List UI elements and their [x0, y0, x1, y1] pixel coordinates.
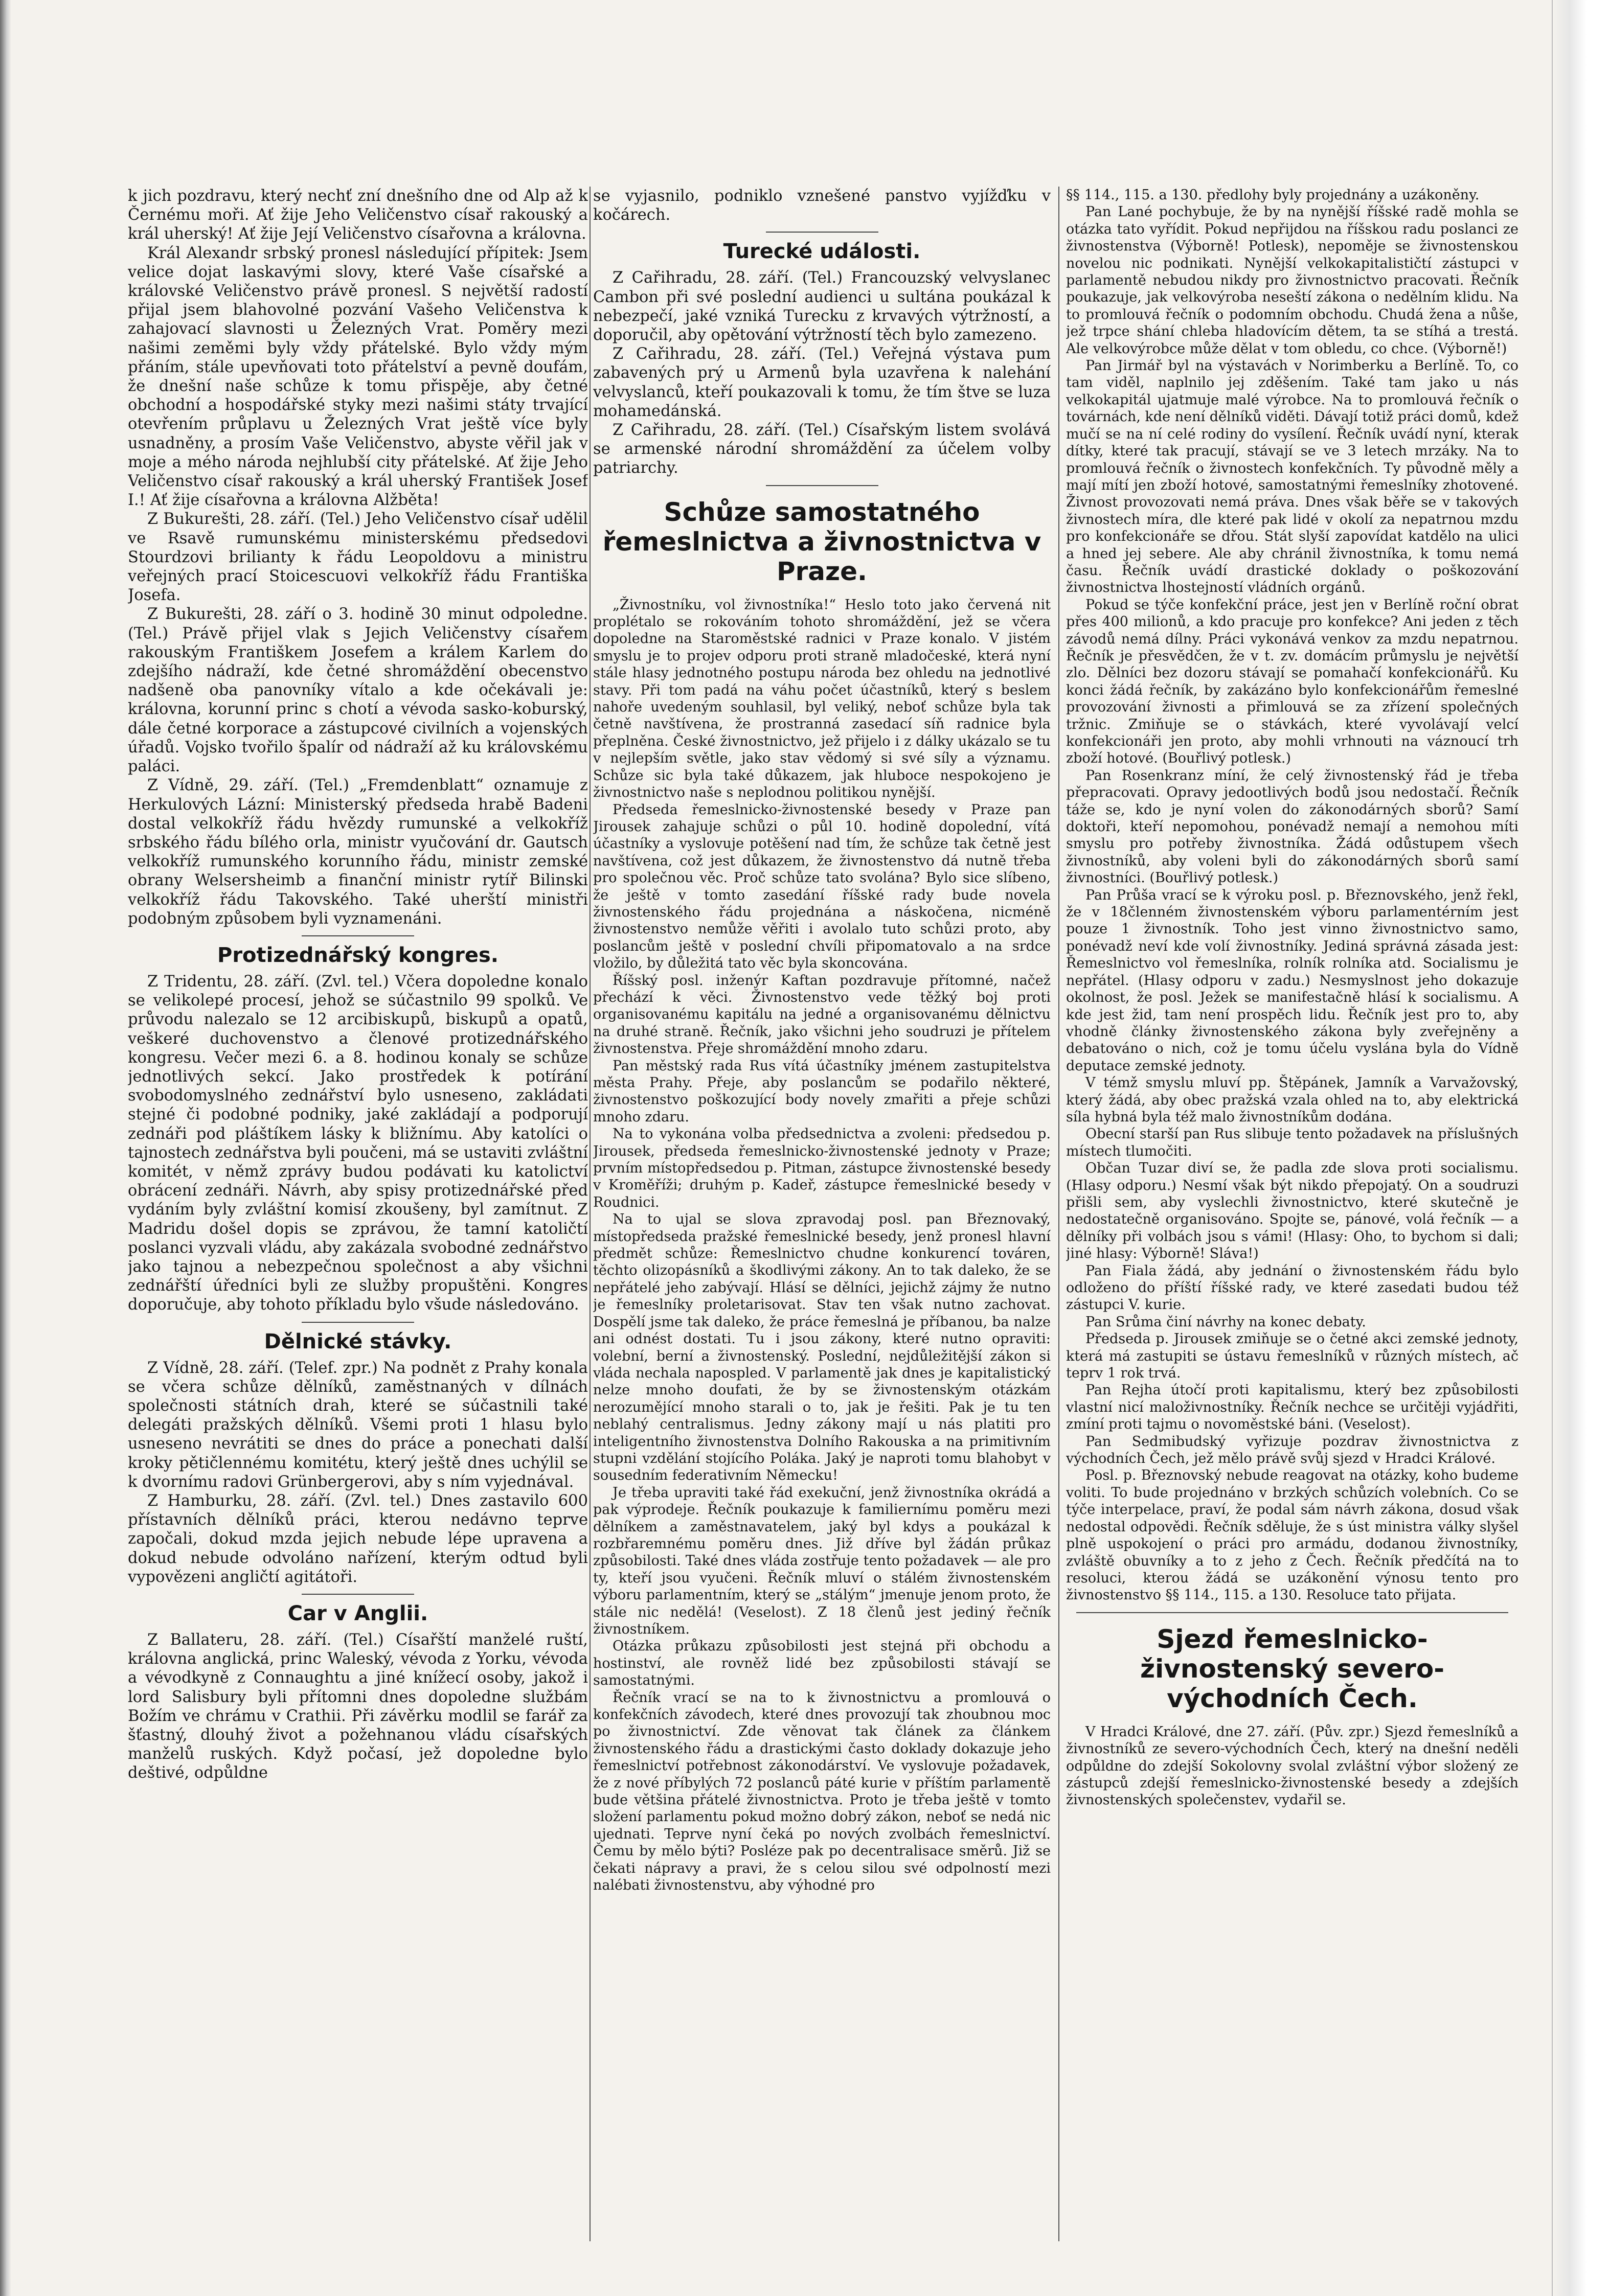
column-3	[1066, 187, 1519, 2241]
separator	[302, 1322, 414, 1323]
section-heading-large: Sjezd řemeslnicko-živnostenský severo-východních Čech.	[1140, 1624, 1444, 1713]
separator	[766, 485, 878, 486]
paragraph: Pan Jirmář byl na výstavách v Norimberku a Berlíně. To, co tam viděl, naplnilo jej zděšením. Také tam jako u nás velkokapitál ujatmuje malé výrobce. Na to promlouvá řečník o továrnách, kde není dělníků viděti. Dávají totiž práci domů, kdež mučí se na ní celé rodiny do vysílení. Řečník uvádí nyní, kterak dítky, které tak pracují, stávají se ve 3 letech mrzáky. Na to promlouvá řečník o živnostech konfekčních. Ty původně měly a mají mítí jen zboží hotové, samostatnými řemeslníky zhotovené. Živnost provozovati nemá práva. Dnes však běře se v takových živnostech míra, dle které pak lidé v okolí za nepatrnou mzdu pro konfekcionáře se dřou. Stát slyší zapovídat katdělo na ulici a hned jej sebere. Ale aby chránil živnostníka, k tomu nemá času. Řečník uvádí drastické doklady o poškozování živnostnictva lhostejností vládních orgánů.	[1066, 358, 1519, 596]
column-rule	[1058, 187, 1059, 2241]
paragraph: Obecní starší pan Rus slibuje tento požadavek na příslušných místech tlumočiti.	[1066, 1126, 1519, 1159]
section-heading-large: Schůze samostatného řemeslnictva a živnostnictva v Praze.	[602, 497, 1041, 586]
paragraph: Pokud se týče konfekční práce, jest jen v Berlíně roční obrat přes 400 milionů, a kdo pracuje pro konfekce? Ani jeden z těch závodů nemá dílny. Práci vykonává venkov za mzdu nepatrnou. Řečník je přesvědčen, že v t. zv. domácím průmyslu je největší zlo. Dělníci bez dozoru stávají se pomahačí konfekcionářů. Ku konci žádá řečník, by zakázáno bylo konfekcionářům řemeslné provozování živnosti a přimlouvá se za zřízení společných tržnic. Zmiňuje se o stávkách, které vyvolávají velcí konfekcionáři jen proto, aby mohli vrhnouti na váznoucí trh zboží hotové. (Bouřlivý potlesk.)	[1066, 596, 1519, 767]
column-1	[128, 187, 588, 2241]
paragraph: Na to vykonána volba předsednictva a zvoleni: předsedou p. Jirousek, předseda řemeslnicko-živnostenské jednoty v Praze; prvním místopředsedou p. Pitman, zástupce živnostenské besedy v Kroměříži; druhým p. Kadeř, zástupce řemeslnické besedy v Roudnici.	[593, 1126, 1051, 1210]
paragraph: Pan Rosenkranz míní, že celý živnostenský řád je třeba přepracovati. Opravy jedootlivých bodů jsou nedostačí. Řečník táže se, kdo je nyní volen do zákonodárných sborů? Samí doktoři, kteří nepomohou, ponévadž nemají a nemohou míti smyslu pro potřeby živnostníka. Žádá odůstupem všech živnostníků, aby voleni byli do zákonodárných sborů samí živnostníci. (Bouřlivý potlesk.)	[1066, 767, 1519, 886]
page-edge-left	[0, 0, 11, 2296]
paragraph: Předseda p. Jirousek zmiňuje se o četné akci zemské jednoty, která má zastupiti se ústavu řemeslníků v různých místech, ač teprv 1 rok trvá.	[1066, 1331, 1519, 1382]
paragraph: Z Vídně, 28. září. (Telef. zpr.) Na podnět z Prahy konala se včera schůze dělníků, zaměstnaných v dílnách společnosti státních drah, které se súčastnili také delegáti pražských dělníků. Všemi proti 1 hlasu bylo usneseno nevrátiti se dnes do práce a ponechati další kroky pětičlennému komitétu, který ještě dnes uchýlil se k dvornímu radovi Grünbergerovi, aby s ním vyjednával.	[128, 1359, 588, 1491]
paragraph: Pan městský rada Rus vítá účastníky jménem zastupitelstva města Prahy. Přeje, aby poslancům se podařilo některé, živnostenstvo poškozující body novely zmařiti a přeje schůzi mnoho zdaru.	[593, 1058, 1051, 1125]
paragraph: Z Tridentu, 28. září. (Zvl. tel.) Včera dopoledne konalo se velikolepé procesí, jehož se súčastnilo 99 spolků. Ve průvodu nalezalo se 12 arcibiskupů, biskupů a opatů, veškeré duchovenstvo a členové protizednářského kongresu. Večer mezi 6. a 8. hodinou konaly se schůze jednotlivých sekcí. Jako prostředek k potírání svobodomyslného zednářství bylo usneseno, zakládati stejné či podobné podniky, jaké zakládají a podporují zednáři pod pláštíkem lásky k bližnímu. Aby katolíci o tajnostech zednářstva byli poučeni, má se ustaviti zvláštní komitét, v němž zprávy budou podávati ku katolictví obrácení zednáři. Návrh, aby spisy protizednářské před vydáním byly zvláštní komisí zkoušeny, byl zamítnut. Z Madridu došel dopis se zprávou, že tamní katoličtí poslanci vyzvali vládu, aby zakázala svobodné zednářstvo jako tajnou a nebezpečnou společnost a aby všichni zednářští úředníci byli ze služby propuštěni. Kongres doporučuje, aby tohoto příkladu bylo všude následováno.	[128, 972, 588, 1314]
paragraph: Řečník vrací se na to k živnostnictvu a promlouvá o konfekčních závodech, které dnes provozují tak zhoubnou moc po živnostnictví. Zde věnovat tak článek za článkem živnostenského řádu a drastickými často doklady dokazuje jeho řemeslnictví potřebnost zákonodárství. Ve vyslovuje požadavek, že z nové příbylých 72 poslanců páté kurie v příštím parlamentě bude většina přátelé živnostnictva. Proto je třeba ještě v tomto složení parlamentu pokud možno dobrý zákon, neboť se nedá nic ujednati. Teprve nyní čeká po nových zvolbách řemeslnictví. Čemu by mělo býti? Posléze pak po decentralisace směrů. Již se čekati nápravy a pravi, že s celou silou své odpolností mezi nalébati živnostenstvu, aby výhodné pro	[593, 1689, 1051, 1894]
paragraph: Pan Sedmibudský vyřizuje pozdrav živnostnictva z východních Čech, jež mělo právě svůj sjezd v Hradci Králové.	[1066, 1433, 1519, 1467]
paragraph: V témž smyslu mluví pp. Štěpánek, Jamník a Varvažovský, který žádá, aby obec pražská vzala ohled na to, aby elektrická síla hybná byla též malo živnostníkům dodána.	[1066, 1075, 1519, 1125]
paragraph: Z Bukurešti, 28. září o 3. hodině 30 minut odpoledne. (Tel.) Právě přijel vlak s Jejich Veličenstvy císařem rakouským Františkem Josefem a králem Karlem do zdejšího nádraží, kde četné shromáždění obecenstvo nadšeně oba panovníky vítalo a kde očekávali je: královna, korunní princ s chotí a vévoda sasko-koburský, dále četné korporace a zástupcové civilních a vojenských úřadů. Vojsko tvořilo špalír od nádraží až ku královskému paláci.	[128, 605, 588, 776]
column-rule	[590, 187, 591, 2241]
separator	[1076, 1612, 1508, 1613]
section-heading: Turecké události.	[723, 240, 921, 264]
separator	[302, 935, 414, 936]
paragraph: Z Cařihradu, 28. září. (Tel.) Císařským listem svolává se armenské národní shromáždění za účelem volby patriarchy.	[593, 421, 1051, 477]
paragraph: Pan Průša vrací se k výroku posl. p. Březnovského, jenž řekl, že v 18členném živnostenském výboru parlamentérním jest pouze 1 živnostník. Toho jest vinno živnostnictvo samo, ponévadž neví kde volí živnostníky. Jediná správná zásada jest: Řemeslnictvo vol řemeslníka, rolník rolníka atd. Socialismu je nepřátel. (Hlasy odporu v zadu.) Nesmyslnost jeho dokazuje okolnost, že posl. Ježek se manifestačně hlásí k socialismu. A kde jest žid, tam není prospěch lidu. Řečník jest pro to, aby vhodně články živnostenského zákona byly zveřejněny a debatováno o nich, což je tomu účelu vyslána byla do Vídně deputace zemské jednoty.	[1066, 887, 1519, 1074]
paragraph: V Hradci Králové, dne 27. září. (Pův. zpr.) Sjezd řemeslníků a živnostníků ze severo-východních Čech, který na dnešní neděli odpůldne do zdejší Sokolovny svolal zvláštní výbor složený ze zástupců zdejší řemeslnicko-živnostenské besedy a zdejších živnostenských společenstev, vydařil se.	[1066, 1724, 1519, 1808]
paragraph: Je třeba upraviti také řád exekuční, jenž živnostníka okrádá a pak výprodeje. Řečník poukazuje k familiernímu poměru mezi dělníkem a zaměstnavatelem, jaký byl kdys a poukázal k rozbřaremnému poměru dnes. Již dříve byl žádán průkaz způsobilosti. Také dnes vláda zostřuje tento požadavek — ale pro ty, kteří jsou vyučeni. Řečník mluví o stálém živnostenském výboru parlamentním, který se „stálým“ jmenuje jenom proto, že stále nic nedělá! (Veselost). Z 18 členů jest jediný řečník živnostníkem.	[593, 1484, 1051, 1638]
paragraph: k jich pozdravu, který nechť zní dnešního dne od Alp až k Černému moři. Ať žije Jeho Veličenstvo císař rakouský a král uherský! Ať žije Její Veličenstvo císařovna a královna.	[128, 187, 588, 243]
paragraph: Z Bukurešti, 28. září. (Tel.) Jeho Veličenstvo císař udělil ve Rsavě rumunskému ministerskému předsedovi Stourdzovi brilianty k řádu Leopoldovu a ministru veřejných prací Stoicescuovi velkokříž řádu Františka Josefa.	[128, 510, 588, 605]
paragraph: Předseda řemeslnicko-živnostenské besedy v Praze pan Jirousek zahajuje schůzi o půl 10. hodině dopolední, vítá účastníky a vyslovuje potěšení nad tím, že schůze tak četně jest navštívena, což jest důkazem, že živnostenstvo dá nutně třeba pro společnou věc. Proč schůze tato svolána? Bylo sice slíbeno, že ještě v tomto zasedání říšské rady bude novela živnostenského řádu projednána a náskočena, nicméně živnostenstvo nemůže věřiti i avolalo tuto schůzi proto, aby poslancům ještě v poslední chvíli připomatovalo a na srdce vložilo, by důležitá tato věc byla skoncována.	[593, 801, 1051, 972]
paragraph: Král Alexandr srbský pronesl následující přípitek: Jsem velice dojat laskavými slovy, které Vaše císařské a královské Veličenstvo právě pronesl. S největší radostí přijal jsem blahovolné pozvání Vašeho Veličenstva k zahajovací slavnosti u Železných Vrat. Poměry mezi našimi zeměmi byly vždy přátelské. Bylo vždy mým přáním, stále upevňovati toto přátelství a pevně doufám, že dnešní naše schůze k tomu přispěje, aby četné obchodní a hospodářské styky mezi našimi státy trvající otevřením průplavu u Železných Vrat ještě více byly usnadněny, a prosím Vaše Veličenstvo, abyste věřil jak v moje a mého národa nejhlubší city přátelské. Ať žije Jeho Veličenstvo císař rakouský a král uherský František Josef I.! Ať žije císařovna a královna Alžběta!	[128, 244, 588, 510]
paragraph: Z Cařihradu, 28. září. (Tel.) Veřejná výstava pum zabavených prý u Armenů byla uzavřena k nalehání velvyslanců, kteří poukazovali k tomu, že tím štve se luza mohamedánská.	[593, 345, 1051, 420]
paragraph: Říšský posl. inženýr Kaftan pozdravuje přítomné, načež přechází k věci. Živnostenstvo vede těžký boj proti organisovanému kapitálu na jedné a organisovanému dělnictvu na druhé straně. Řečník, jako všichni jeho soudruzi je přítelem živnostenstva. Přeje shromáždění mnoho zdaru.	[593, 972, 1051, 1057]
paragraph: §§ 114., 115. a 130. předlohy byly projednány a uzákoněny.	[1066, 187, 1480, 203]
newspaper-page	[128, 187, 1519, 2241]
paragraph: Pan Srůma činí návrhy na konec debaty.	[1085, 1314, 1366, 1330]
page-edge-right	[1552, 0, 1609, 2296]
separator	[766, 232, 878, 233]
column-2	[593, 187, 1051, 2241]
paragraph: se vyjasnilo, podniklo vznešené panstvo vyjížďku v kočárech.	[593, 187, 1051, 224]
paragraph: Posl. p. Březnovský nebude reagovat na otázky, koho budeme voliti. To bude projednáno v brzkých schůzích volebních. Co se týče interpelace, praví, že podal sám návrh zákona, dosud však nedostal odpovědi. Řečník sděluje, že s úst ministra války slyšel plně uspokojení o práci pro armádu, dodanou živnostníky, zvláště obuvníky a to z jeho z Čech. Řečník předčítá na to resoluci, kterou žádá se uzákonění výnosu tento pro živnostenstvo §§ 114., 115. a 130. Resoluce tato přijata.	[1066, 1467, 1519, 1603]
paragraph: Z Hamburku, 28. září. (Zvl. tel.) Dnes zastavilo 600 přístavních dělníků práci, kterou nedávno teprve započali, dokud mzda jejich nebude lépe upravena a dokud nebude odvoláno nařízení, kterým odtud byli vypovězeni angličtí agitátoři.	[128, 1492, 588, 1586]
paragraph: Občan Tuzar diví se, že padla zde slova proti socialismu. (Hlasy odporu.) Nesmí však být nikdo přepojatý. On a soudruzi přišli sem, aby vyslechli živnostnictvo, které skutečně je nedostatečně organisováno. Spojte se, pánové, volá řečník — a dělníky při volbách jsou s vámi! (Hlasy: Oho, to bychom si dali; jiné hlasy: Výborně! Sláva!)	[1066, 1160, 1519, 1262]
paragraph: Na to ujal se slova zpravodaj posl. pan Březnovaký, místopředseda pražské řemeslnické besedy, jenž pronesl hlavní předmět schůze: Řemeslnictvo chudne konkurencí továren, těchto olizopásníků a škodlivými zákony. An to tak daleko, že se nepřátelé jeho zabývají. Hlásí se dělníci, jejichž zájmy že nutno je řemeslníky proletarisovat. Stav ten však nutno zachovat. Dospělí jsme tak daleko, že práce řemeslná je příbanou, ba nalze ani odnést dostati. Tu i jsou zákony, které nutno opraviti: volební, berní a živnostenský. Poslední, nejdůležitější zákon si vláda nechala napospled. V parlamentě jak dnes je kapitalistický nelze mnoho doufati, že by se živnostenským otázkám nerozumějící mnoho starali o to, jak je řešiti. Pak je tu ten neblahý centralismus. Jedny zákony mají u nás platiti pro inteligentního živnostenstva Dolního Rakouska a na primitivním stupni vzdělání stojícího Poláka. Jaký je naproti tomu blahobyt v sousedním federativním Německu!	[593, 1211, 1051, 1484]
paragraph: Pan Rejha útočí proti kapitalismu, který bez způsobilosti vlastní nicí maloživnostníky. Řečník nechce se určitěji vyjádřiti, zmíní proti tajmu o novoměstské báni. (Veselost).	[1066, 1382, 1519, 1433]
separator	[302, 1594, 414, 1595]
section-heading: Dělnické stávky.	[264, 1329, 452, 1353]
article-body	[593, 596, 1051, 1894]
section-heading: Car v Anglii.	[287, 1602, 428, 1626]
paragraph: Pan Lané pochybuje, že by na nynější říšské radě mohla se otázka tato vyřídit. Pokud nepřijdou na říšskou radu poslanci ze živnostenstva (Výborně! Potlesk), nepoměje se živnostenskou novelou nic podnikati. Nynější velkokapitalističtí zástupci v parlamentě nebudou nikdy pro živnostnictvo pracovati. Řečník poukazuje, jak velkovýroba neseští zákona o nedělním klidu. Na to promlouvá řečník o podomním obchodu. Chudá žena a nůše, jež trpce shání chleba hladovícím dětem, ta se stíhá a trestá. Ale velkovýrobce může dělat v tom obledu, co chce. (Výborně!)	[1066, 204, 1519, 357]
paragraph: Z Ballateru, 28. září. (Tel.) Císařští manželé ruští, královna anglická, princ Waleský, vévoda z Yorku, vévoda a vévodkyně z Connaughtu a jiné knížecí osoby, jakož i lord Salisbury byli přítomni dnes dopoledne službám Božím ve chrámu v Crathii. Při závěrku modlil se farář za šťastný, dlouhý život a požehnanou vládu císařských manželů ruských. Když počasí, jež dopoledne bylo deštivé, odpůldne	[128, 1631, 588, 1782]
paragraph: Otázka průkazu způsobilosti jest stejná při obchodu a hostinství, ale rovněž lidé bez způsobilosti stávají se samostatnými.	[593, 1638, 1051, 1689]
paragraph: Z Vídně, 29. září. (Tel.) „Fremdenblatt“ oznamuje z Herkulových Lázní: Ministerský předseda hrabě Badeni dostal velkokříž řádu hvězdy rumunské a velkokříž srbského řádu bílého orla, ministr vyučování dr. Gautsch velkokříž rumunského korunního řádu, ministr zemské obrany Welsersheimb a finanční ministr rytíř Bilinski velkokříž řádu Takovského. Také uherští ministři podobným způsobem byli vyznamenáni.	[128, 776, 588, 928]
section-heading: Protizednářský kongres.	[217, 943, 498, 967]
paragraph: Z Cařihradu, 28. září. (Tel.) Francouzský velvyslanec Cambon při své poslední audienci u sultána poukázal k nebezpečí, jaké vzniká Turecku z krvavých výtržností, a doporučil, aby opětování výtržností těch bylo zamezeno.	[593, 269, 1051, 345]
paragraph: Pan Fiala žádá, aby jednání o živnostenském řádu bylo odloženo do příští říšské rady, ve které zasedati budou též zástupci V. kurie.	[1066, 1262, 1519, 1313]
paragraph: „Živnostníku, vol živnostníka!“ Heslo toto jako červená nit proplétalo se rokováním tohoto shromáždění, jež se včera dopoledne na Staroměstské radnici v Praze konalo. V jistém smyslu je to projev odporu proti straně mladočeské, která nyní stále hlasy jednotného postupu národa bez ohledu na jednotlivé stavy. Při tom padá na váhu počet účastníků, který s beslem nahoře uvedeným souhlasil, byl veliký, neboť schůze byla tak četně navštívena, že prostranná zasedací síň radnice byla přeplněna. České živnostnictvo, jež přijelo i z dálky ukázalo se tu v nejlepším světle, jako stav vědomý si své síly a významu. Schůze sic byla také důkazem, jak hluboce nespokojeno je živnostnictvo naše s neplodnou politikou nynější.	[593, 596, 1051, 801]
